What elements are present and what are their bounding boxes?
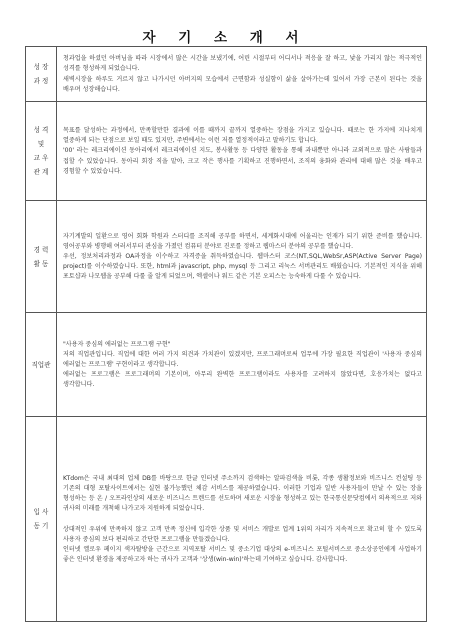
label-line: 교 우 bbox=[33, 154, 49, 162]
section-label-growth bbox=[26, 47, 57, 102]
paragraph: 저의 직업관입니다. 직업에 대한 여러 가지 의견과 가치관이 있겠지만, 프로그래머로써 업무에 가장 필요한 직업관이 '사용자 중심의 에러없는 프로그램' 구현이라고 생각합니다. bbox=[63, 350, 424, 368]
paragraph: 청과업을 하셨던 아버님을 따라 시장에서 많은 시간을 보냈기에, 어린 시절부터 어디서나 적응을 잘 하고, 낯을 가리지 않는 적극적인 성격를 형성하게 되었습니다. bbox=[63, 55, 424, 73]
section-row-work-ethic bbox=[26, 313, 427, 417]
label-line: 성 격 bbox=[33, 126, 49, 134]
label-line: 과 정 bbox=[33, 77, 49, 85]
section-body-personality bbox=[57, 102, 427, 201]
paragraph: 인터넷 옐로우 페이지 색자탈방을 근간으로 지역포탈 서비스 및 중소기업 대상의 e-비즈니스 포털서비스로 중소상공인에게 사업하기 좋은 인터넷 환경을 제공하고자 하는 귀사가 고객과 '상생(win-win)'하는데 기여하고 싶습니다. 감사합니다. bbox=[63, 545, 424, 563]
paragraph: '00' 라는 레크리에이션 동아리에서 레크리에이션 지도, 봉사활동 등 다양한 활동을 통해 과내뿐만 아니라 교외적으로 많은 사람들과 접할 수 있었습니다. 동아리 회장 직을 맡아, 크고 작은 행사를 기획하고 진행하면서, 조직의 융화와 관리에 대해 많은 것을 배우고 경험할 수 있었습니다. bbox=[63, 147, 424, 175]
paragraph: 상대적인 우위에 만족하지 않고 고객 만족 정신에 입각한 상품 및 서비스 개발로 업계 1위의 자리가 지속적으로 확고히 할 수 있도록 사용자 중심의 보다 편리하고 간단한 프로그램을 만들겠습니다. bbox=[63, 525, 424, 543]
label-line: 활 동 bbox=[33, 259, 49, 268]
document-title: 자 기 소 개 서 bbox=[142, 30, 308, 46]
section-row-motivation bbox=[26, 417, 427, 622]
paragraph: "사용자 중심의 에러없는 프로그램 구현" bbox=[63, 340, 171, 348]
label-line: 동 기 bbox=[33, 522, 49, 530]
section-body-career bbox=[57, 201, 427, 313]
section-label-motivation bbox=[26, 417, 57, 622]
paragraph: 목표를 달성하는 과정에서, 만족할만한 결과에 이를 때까지 끝까지 열중하는 장점을 가지고 있습니다. 때로는 한 가지에 지나치게 열중하게 되는 단점으로 보일 때도 있지만, 주변에서는 이런 저를 열정적이라고 말하기도 합니다. bbox=[63, 127, 424, 145]
section-label-career bbox=[26, 201, 57, 313]
paragraph-spacer bbox=[63, 515, 422, 525]
label-line: 관 계 bbox=[33, 168, 49, 176]
paragraph: 새벽시장을 하루도 거르지 않고 나가시던 아버지의 모습에서 근면함과 성실함이 삶을 살아가는데 있어서 가장 근본이 된다는 것을 배우며 성장해습니다. bbox=[63, 75, 424, 93]
paragraph: 에러없는 프로그램은 프로그래머의 기본이며, 아무리 완벽한 프로그램이라도 사용자를 고려하지 않았다면, 호응가치는 없다고 생각합니다. bbox=[63, 371, 424, 389]
section-body-motivation bbox=[57, 417, 427, 622]
label-line: 직업관 bbox=[31, 360, 51, 369]
paragraph: KTdom은 국내 최대의 업체 DB를 바탕으로 한글 인터넷 주소까지 검색하는 알파검색을 비롯, 각종 생활정보와 비즈니스 컨설팅 등 기존의 대형 포탈사이트에서는 실현 불가능했던 체감 서비스를 제공하였습니다. 이러한 기업과 일반 사용자들이 만날 수 있는 장을 형성하는 등 온 / 오프라인상의 새로운 비즈니스 트렌드를 선도하며 새로운 시장을 형성하고 있는 한국통신문닷컴에서 의욕적으로 저와 귀사의 미래를 개척해 나가고자 지원하게 되었습니다. bbox=[63, 475, 424, 513]
section-row-career bbox=[26, 201, 427, 313]
section-body-growth bbox=[57, 47, 427, 102]
label-line: 성 장 bbox=[33, 63, 49, 71]
paragraph: 우선, 정보처리과정과 OA과정을 이수하고 자격증을 취득하였습니다. 웹마스터 코스(NT,SQL,WebSr,ASP(Active Server Page) project)를 이수하였습니다. 또한, html과 javascript, php, mysql 등 그리고 리눅스 서버관리도 배웠습니다. 기본적인 지식을 위해 포토샵과 나모웹을 공부해 다룰 줄 알게 되었으며, 엑셀이나 워드 같은 기본 오피스는 능숙하게 다룰 수 있습니다. bbox=[63, 252, 424, 281]
paragraph: 자기계발의 일환으로 영어 회화 학원과 스터디를 조직해 공부를 하면서, 세계화시대에 어울리는 인재가 되기 위한 준비를 했습니다. 영어공부와 병행해 여러서부터 관심을 가졌던 컴퓨터 분야로 진로를 정하고 웹마스터 분야의 공부를 했습니다. bbox=[63, 232, 424, 250]
label-line: 경 력 bbox=[33, 245, 49, 254]
section-label-personality bbox=[26, 102, 57, 201]
label-line: 입 사 bbox=[33, 508, 49, 516]
section-label-work-ethic bbox=[26, 313, 57, 417]
section-row-growth bbox=[26, 47, 427, 102]
section-body-work-ethic bbox=[57, 313, 427, 417]
resume-table bbox=[25, 46, 427, 622]
label-line: 및 bbox=[37, 140, 45, 148]
section-row-personality bbox=[26, 102, 427, 201]
